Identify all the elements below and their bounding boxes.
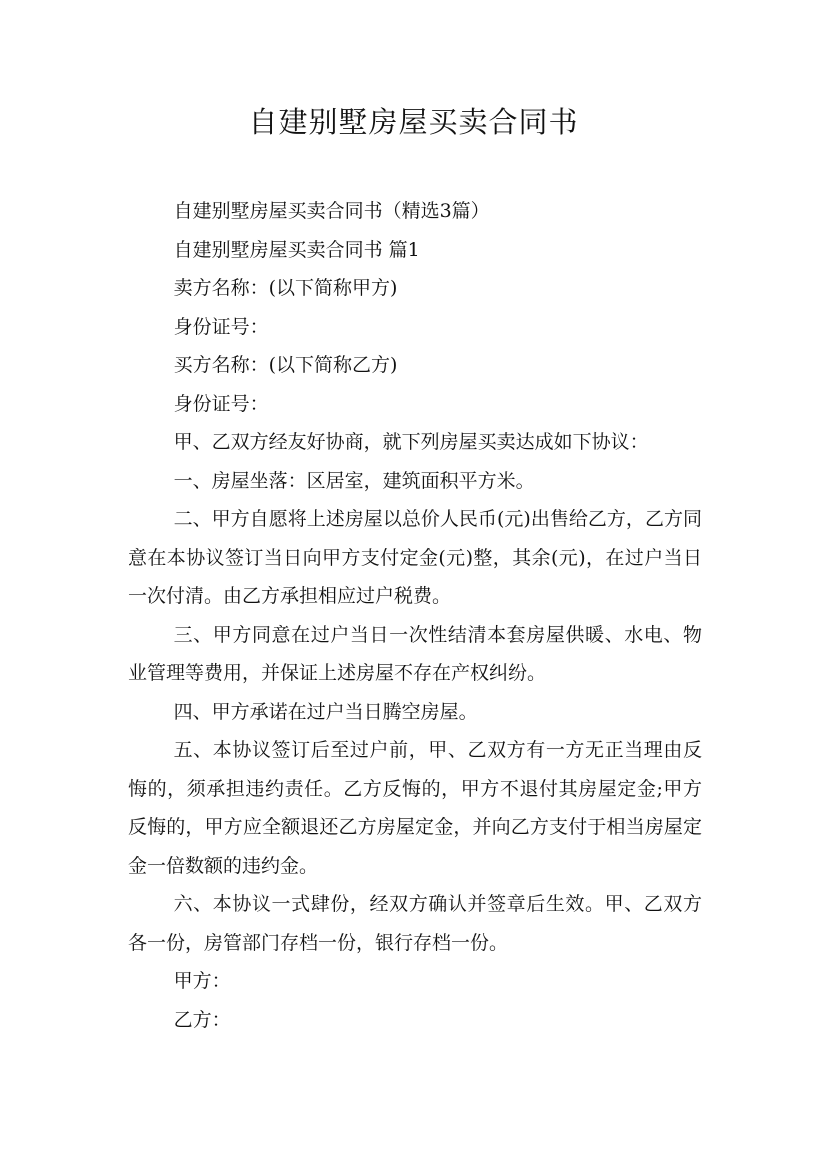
buyer-id-line: 身份证号：	[173, 392, 269, 415]
clause-6: 六、本协议一式肆份，经双方确认并签章后生效。甲、乙双方各一份，房管部门存档一份，银行存档一份。	[128, 893, 702, 954]
party-b-signature-line: 乙方：	[173, 1008, 231, 1031]
party-a-signature-line: 甲方：	[173, 970, 231, 992]
clause-4: 四、甲方承诺在过户当日腾空房屋。	[173, 700, 478, 723]
clause-1: 一、房屋坐落：区居室，建筑面积平方米。	[173, 469, 535, 492]
clause-3: 三、甲方同意在过户当日一次性结清本套房屋供暖、水电、物业管理等费用，并保证上述房屋不存在产权纠纷。	[128, 623, 702, 684]
buyer-name-line: 买方名称：(以下简称乙方)	[173, 354, 398, 376]
document-body	[128, 192, 702, 1039]
subtitle-line: 自建别墅房屋买卖合同书（精选3篇）	[173, 200, 490, 222]
seller-id-line: 身份证号：	[173, 315, 269, 338]
section-heading: 自建别墅房屋买卖合同书 篇1	[173, 238, 420, 261]
agreement-intro: 甲、乙双方经友好协商，就下列房屋买卖达成如下协议：	[173, 431, 649, 453]
document-title: 自建别墅房屋买卖合同书	[248, 105, 579, 139]
clause-2: 二、甲方自愿将上述房屋以总价人民币(元)出售给乙方，乙方同意在本协议签订当日向甲方支付定金(元)整，其余(元)，在过户当日一次付清。由乙方承担相应过户税费。	[128, 508, 702, 607]
seller-name-line: 卖方名称：(以下简称甲方)	[173, 277, 398, 299]
clause-5: 五、本协议签订后至过户前，甲、乙双方有一方无正当理由反悔的，须承担违约责任。乙方反悔的，甲方不退付其房屋定金;甲方反悔的，甲方应全额退还乙方房屋定金，并向乙方支付于相当房屋定金一倍数额的违约金。	[128, 739, 702, 877]
